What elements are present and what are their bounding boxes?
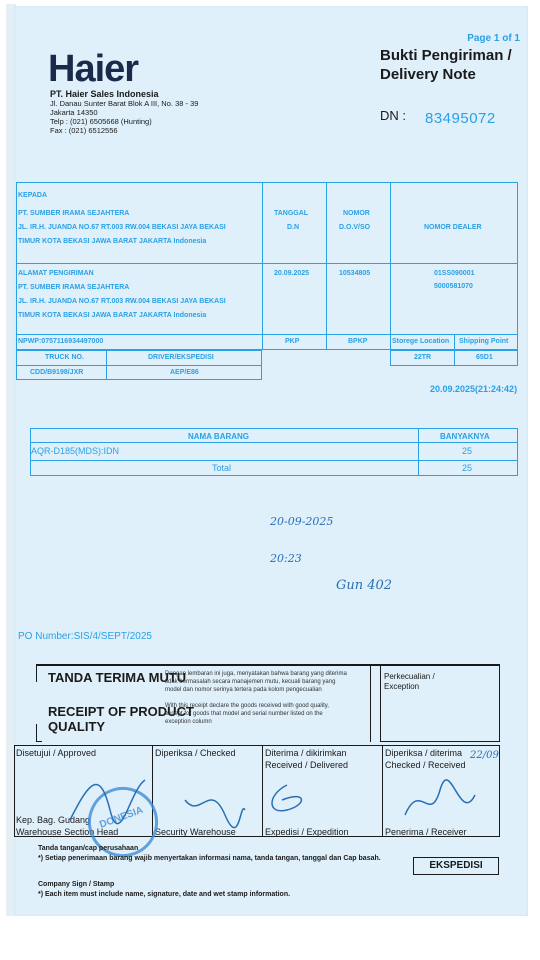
dn-number: 83495072 (425, 110, 496, 127)
sign-stamp-label: Tanda tangan/cap perusahaan (38, 845, 139, 852)
dealer-number: 5000581070 (434, 283, 473, 290)
dn-label: DN : (380, 108, 406, 123)
truck-value: CDD/B9198/JXR (30, 369, 84, 376)
address-line: Jakarta 14350 (50, 108, 98, 117)
receipt-title: QUALITY (48, 719, 106, 734)
received-label: Received / Delivered (265, 760, 349, 770)
nama-barang-header: NAMA BARANG (188, 432, 250, 441)
print-timestamp: 20.09.2025(21:24:42) (430, 384, 518, 394)
approved-label: Disetujui / Approved (16, 748, 97, 758)
tanda-text: model dan nomor serinya tertera pada kolom pengecualian (165, 687, 322, 693)
shipping-value: 65D1 (476, 354, 493, 361)
item-name: AQR-D185(MDS):IDN (31, 446, 120, 456)
pkp-label: PKP (285, 338, 300, 345)
kep-label: Kep. Bag. Gudang (16, 815, 91, 825)
checked-received-label: Checked / Received (385, 760, 466, 770)
ship-to-name: PT. SUMBER IRAMA SEJAHTERA (18, 284, 130, 291)
bpkp-label: BPKP (348, 338, 368, 345)
security-label: Security Warehouse (155, 827, 236, 837)
nomor-header: NOMOR (343, 210, 370, 217)
handwritten-date: 20-09-2025 (270, 515, 334, 528)
driver-header: DRIVER/EKSPEDISI (148, 354, 214, 361)
document-title (380, 46, 512, 84)
footer-note: *) Each item must include name, signature, date and wet stamp information. (38, 891, 291, 898)
footer-note: *) Setiap penerimaan barang wajib menyertakan informasi nama, tanda tangan, tanggal dan Cap basah. (38, 855, 381, 862)
address-line: Fax : (021) 6512556 (50, 126, 118, 135)
haier-logo: Haier (48, 48, 139, 90)
po-number: PO Number:SIS/4/SEPT/2025 (18, 631, 152, 642)
stamp-text: DONESIA (98, 804, 145, 831)
recipient-address: JL. IR.H. JUANDA NO.67 RT.003 RW.004 BEKASI JAYA BEKASI (18, 224, 226, 231)
npwp: NPWP:0757116934497000 (18, 338, 104, 345)
address-line: Jl. Danau Sunter Barat Blok A III, No. 38 - 39 (50, 99, 199, 108)
receipt-title: RECEIPT OF PRODUCT (48, 704, 194, 719)
dealer-header: NOMOR DEALER (424, 224, 482, 231)
tanggal-header: TANGGAL (274, 210, 309, 217)
shipping-point-label: Shipping Point (459, 338, 509, 345)
received-label: Diterima / dikirimkan (265, 748, 347, 758)
address-line: Telp : (021) 6505668 (Hunting) (50, 117, 152, 126)
ship-to-address: TIMUR KOTA BEKASI JAWA BARAT JAKARTA Indonesia (18, 312, 207, 319)
dealer-number: 01SS090001 (434, 270, 475, 277)
total-label: Total (212, 463, 232, 473)
ekspedisi-box: EKSPEDISI (413, 857, 499, 875)
kepada-label: KEPADA (18, 192, 48, 199)
page-indicator: Page 1 of 1 (467, 33, 520, 44)
tanda-terima-title: TANDA TERIMA MUTU (48, 670, 187, 685)
tanda-text: Dengan lembaran ini juga, menyatakan bahwa barang yang diterima (165, 671, 347, 677)
checked-label: Diperiksa / Checked (155, 748, 236, 758)
exception-label-2: Exception (384, 682, 420, 691)
handwritten-signature: Gun 402 (336, 578, 393, 593)
penerima-label: Penerima / Receiver (385, 827, 467, 837)
title-line-1: Bukti Pengiriman / (380, 47, 512, 64)
receipt-text: except for goods that model and serial number listed on the (165, 711, 323, 717)
storage-value: 22TR (414, 354, 432, 361)
recipient-name: PT. SUMBER IRAMA SEJAHTERA (18, 210, 130, 217)
receipt-text: With this receipt declare the goods received with good quality, (165, 703, 329, 709)
signature-expedition (262, 780, 312, 820)
recipient-address: TIMUR KOTA BEKASI JAWA BARAT JAKARTA Indonesia (18, 238, 207, 245)
item-qty: 25 (462, 446, 473, 456)
tanda-text: tidak bermasalah secara manajemen mutu, kecuali barang yang (165, 679, 336, 685)
dovso-header: D.O.V/SO (339, 224, 371, 231)
title-line-2: Delivery Note (380, 66, 476, 83)
expedisi-label: Expedisi / Expedition (265, 827, 349, 837)
company-name: PT. Haier Sales Indonesia (50, 89, 159, 99)
so-number: 10534805 (339, 270, 371, 277)
ship-date: 20.09.2025 (274, 270, 310, 277)
alamat-label: ALAMAT PENGIRIMAN (18, 270, 94, 277)
signature-checked (180, 780, 250, 830)
driver-value: AEP/E86 (170, 369, 199, 376)
signature-receiver (400, 775, 480, 830)
ship-to-address: JL. IR.H. JUANDA NO.67 RT.003 RW.004 BEKASI JAYA BEKASI (18, 298, 226, 305)
company-sign-label: Company Sign / Stamp (38, 881, 115, 888)
dn-header: D.N (287, 224, 300, 231)
exception-label-1: Perkecualian / (384, 672, 435, 681)
checked-received-label: Diperiksa / diterima (385, 748, 463, 758)
banyaknya-header: BANYAKNYA (440, 432, 490, 441)
receipt-text: exception column (165, 719, 212, 725)
storage-location-label: Storege Location (392, 338, 450, 345)
exception-label (384, 672, 435, 692)
handwritten-receive-date: 22/09 (470, 750, 499, 761)
truck-header: TRUCK NO. (45, 354, 84, 361)
total-qty: 25 (462, 463, 473, 473)
signature-approved (60, 760, 150, 830)
handwritten-time: 20:23 (270, 552, 302, 565)
kep-label: Warehouse Section Head (16, 827, 119, 837)
